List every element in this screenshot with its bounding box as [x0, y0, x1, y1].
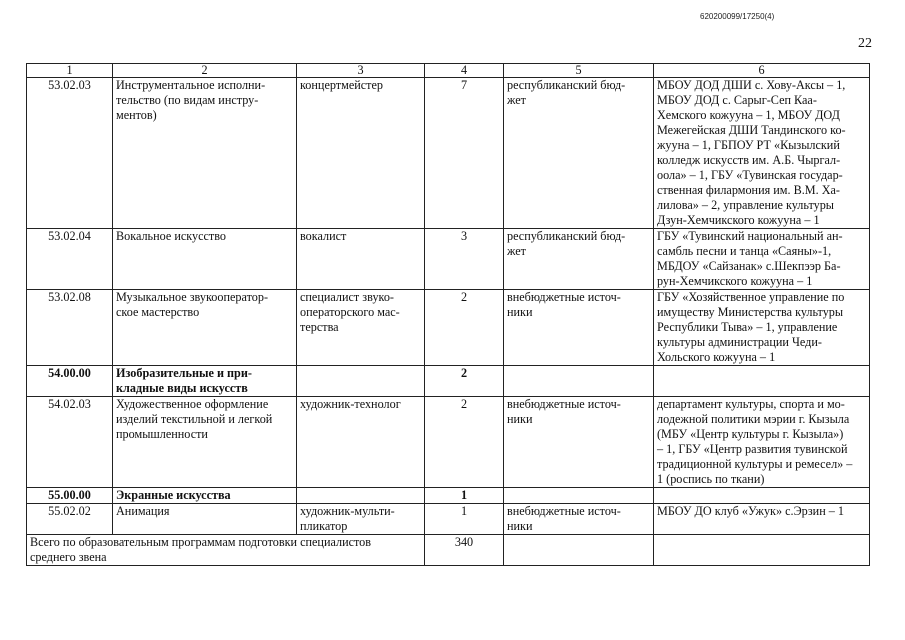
- empty-cell: [654, 535, 870, 566]
- qualification-cell: [297, 488, 425, 504]
- code-cell: 53.02.08: [27, 290, 113, 366]
- qualification-cell: художник-мульти- пликатор: [297, 504, 425, 535]
- table-row: [27, 397, 870, 488]
- funding-cell: внебюджетные источ- ники: [504, 290, 654, 366]
- code-cell: 54.02.03: [27, 397, 113, 488]
- empty-cell: [504, 535, 654, 566]
- table-row: [27, 229, 870, 290]
- count-cell: 2: [425, 290, 504, 366]
- qualification-cell: концертмейстер: [297, 78, 425, 229]
- funding-cell: внебюджетные источ- ники: [504, 504, 654, 535]
- name-cell: Изобразительные и при- кладные виды искусств: [113, 366, 297, 397]
- orgs-cell: ГБУ «Тувинский национальный ан- самбль песни и танца «Саяны»-1, МБДОУ «Сайзанак» с.Шекпээр Ба- рун-Хемчикского кожууна – 1: [654, 229, 870, 290]
- section-row: [27, 488, 870, 504]
- name-cell: Художественное оформление изделий текстильной и легкой промышленности: [113, 397, 297, 488]
- header-cell: 1: [27, 64, 113, 78]
- qualification-cell: художник-технолог: [297, 397, 425, 488]
- code-cell: 54.00.00: [27, 366, 113, 397]
- table-row: [27, 290, 870, 366]
- section-row: [27, 366, 870, 397]
- orgs-cell: МБОУ ДО клуб «Ужук» с.Эрзин – 1: [654, 504, 870, 535]
- qualification-cell: вокалист: [297, 229, 425, 290]
- name-cell: Экранные искусства: [113, 488, 297, 504]
- code-cell: 55.00.00: [27, 488, 113, 504]
- count-cell: 2: [425, 366, 504, 397]
- funding-cell: [504, 488, 654, 504]
- code-cell: 53.02.03: [27, 78, 113, 229]
- name-cell: Инструментальное исполни- тельство (по видам инстру- ментов): [113, 78, 297, 229]
- orgs-cell: [654, 488, 870, 504]
- header-cell: 2: [113, 64, 297, 78]
- total-count: 340: [425, 535, 504, 566]
- count-cell: 1: [425, 504, 504, 535]
- funding-cell: республиканский бюд- жет: [504, 229, 654, 290]
- page-number: 22: [858, 36, 872, 51]
- header-cell: 3: [297, 64, 425, 78]
- orgs-cell: ГБУ «Хозяйственное управление по имуществу Министерства культуры Республики Тыва» – 1, управление культуры администрации Чеди- Хольского кожууна – 1: [654, 290, 870, 366]
- count-cell: 1: [425, 488, 504, 504]
- code-cell: 53.02.04: [27, 229, 113, 290]
- table-row: [27, 78, 870, 229]
- count-cell: 3: [425, 229, 504, 290]
- funding-cell: республиканский бюд- жет: [504, 78, 654, 229]
- qualification-cell: специалист звуко- операторского мас- терства: [297, 290, 425, 366]
- funding-cell: [504, 366, 654, 397]
- count-cell: 2: [425, 397, 504, 488]
- name-cell: Вокальное искусство: [113, 229, 297, 290]
- orgs-cell: [654, 366, 870, 397]
- orgs-cell: МБОУ ДОД ДШИ с. Хову-Аксы – 1, МБОУ ДОД с. Сарыг-Сеп Каа- Хемского кожууна – 1, МБОУ ДОД Межегейская ДШИ Тандинского ко- жууна – 1, ГБПОУ РТ «Кызылский колледж искусств им. А.Б. Чыргал- оола» – 1, ГБУ «Тувинская государ- ственная филармония им. В.М. Ха- лилова» – 2, управление культуры Дзун-Хемчикского кожууна – 1: [654, 78, 870, 229]
- total-row: [27, 535, 870, 566]
- funding-cell: внебюджетные источ- ники: [504, 397, 654, 488]
- name-cell: Музыкальное звукооператор- ское мастерство: [113, 290, 297, 366]
- programs-table: [26, 63, 870, 566]
- header-row: [27, 64, 870, 78]
- table-row: [27, 504, 870, 535]
- total-label: Всего по образовательным программам подготовки специалистов среднего звена: [27, 535, 425, 566]
- header-cell: 4: [425, 64, 504, 78]
- document-id: 620200099/17250(4): [700, 12, 775, 21]
- qualification-cell: [297, 366, 425, 397]
- count-cell: 7: [425, 78, 504, 229]
- header-cell: 6: [654, 64, 870, 78]
- code-cell: 55.02.02: [27, 504, 113, 535]
- orgs-cell: департамент культуры, спорта и мо- лодежной политики мэрии г. Кызыла (МБУ «Центр культуры г. Кызыла») – 1, ГБУ «Центр развития тувинской традиционной культуры и ремесел» – 1 (роспись по ткани): [654, 397, 870, 488]
- name-cell: Анимация: [113, 504, 297, 535]
- header-cell: 5: [504, 64, 654, 78]
